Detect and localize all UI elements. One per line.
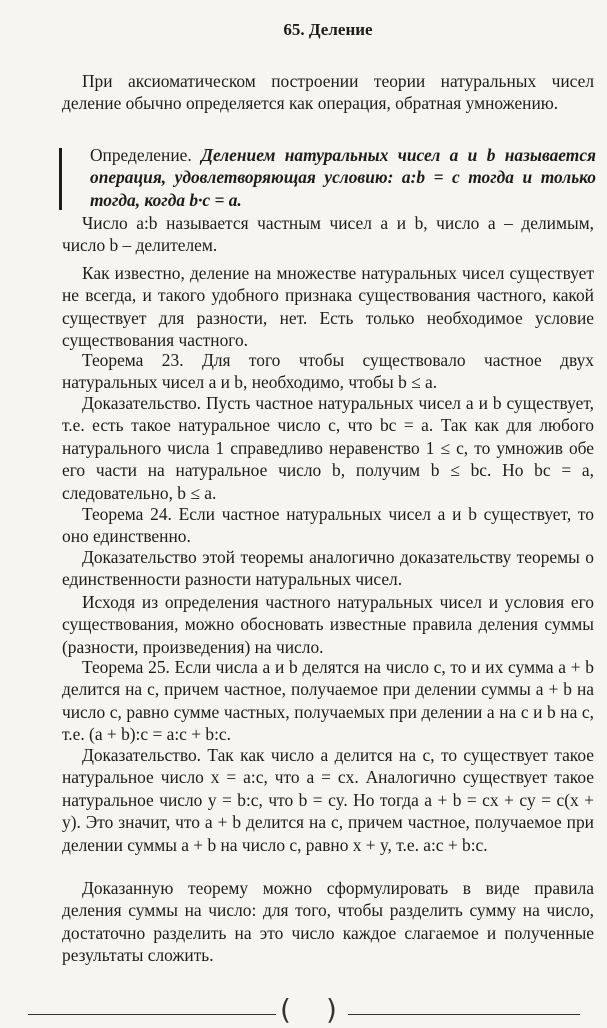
page-footer <box>0 993 607 1028</box>
theorem-25: Теорема 25. Если числа a и b делятся на число c, то и их сумма a + b делится на c, причем частное, получаемое при делении суммы a + b на число c, равно сумме частных, получаемых при делении a на c и b на c, т.е. (a + b):c = a:c + b:c. <box>62 657 594 745</box>
footer-rule-right <box>348 1014 580 1015</box>
paragraph-conclusion: Доказанную теорему можно сформулировать в виде правила деления суммы на число: для того, чтобы разделить сумму на число, достаточно разделить на это число каждое слагаемое и полученные результаты сложить. <box>62 878 594 966</box>
definition-bar <box>59 148 62 210</box>
definition-text <box>90 144 596 211</box>
definition-label: Определение. <box>90 145 192 165</box>
footer-rule-left <box>28 1014 276 1015</box>
definition-body: Делением натуральных чисел a и b называется операция, удовлетворяющая условию: a:b = c тогда и только тогда, когда b·c = a. <box>90 145 596 210</box>
paragraph-rules: Исходя из определения частного натуральных чисел и условия его существования, можно обосновать известные правила деления суммы (разности, произведения) на число. <box>62 592 594 657</box>
theorem-23: Теорема 23. Для того чтобы существовало частное двух натуральных чисел a и b, необходимо, чтобы b ≤ a. <box>62 350 594 393</box>
footer-right-bracket: ) <box>326 993 337 1026</box>
footer-left-bracket: ( <box>280 993 291 1026</box>
proof-24: Доказательство этой теоремы аналогично доказательству теоремы о единственности разности натуральных чисел. <box>62 547 594 590</box>
section-title: 65. Деление <box>283 20 373 39</box>
paragraph-terms: Число a:b называется частным чисел a и b, число a – делимым, число b – делителем. <box>62 213 594 256</box>
theorem-24: Теорема 24. Если частное натуральных чисел a и b существует, то оно единственно. <box>62 504 594 547</box>
paragraph-existence: Как известно, деление на множестве натуральных чисел существует не всегда, и такого удобного признака существования частного, какой существует для разности, нет. Есть только необходимое условие существования частного. <box>62 263 594 351</box>
proof-25: Доказательство. Так как число a делится на c, то существует такое натуральное число x = a:c, что a = cx. Аналогично существует такое натуральное число y = b:c, что b = cy. Но тогда a + b = cx + cy = c(x + y). Это значит, что a + b делится на c, причем частное, получаемое при делении суммы a + b на число c, равно x + y, т.е. a:c + b:c. <box>62 745 594 855</box>
proof-23: Доказательство. Пусть частное натуральных чисел a и b существует, т.е. есть такое натуральное число c, что bc = a. Так как для любого натурального числа 1 справедливо неравенство 1 ≤ c, то умножив обе его части на натуральное число b, получим b ≤ bc. Но bc = a, следовательно, b ≤ a. <box>62 393 594 503</box>
paragraph-intro: При аксиоматическом построении теории натуральных чисел деление обычно определяется как операция, обратная умножению. <box>62 71 594 114</box>
